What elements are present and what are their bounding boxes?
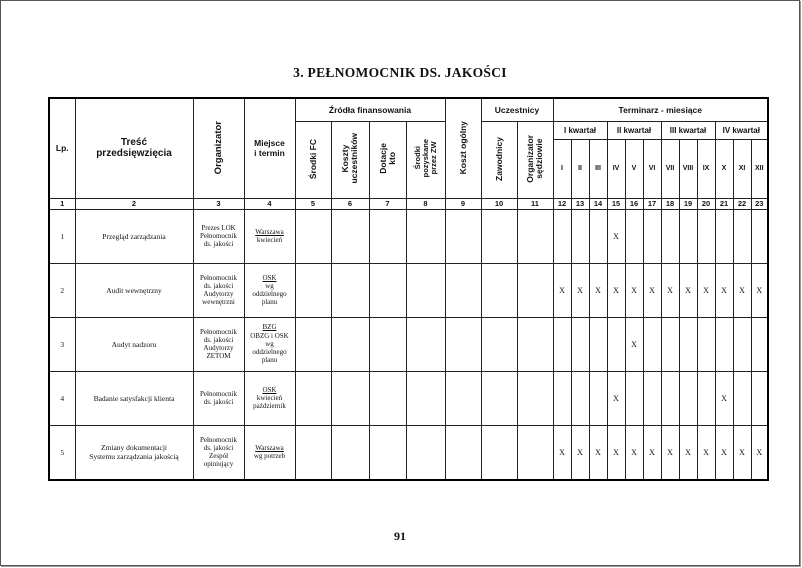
month-mark xyxy=(643,209,661,263)
row-task: Zmiany dokumentacji Systemu zarządzania jakością xyxy=(75,425,193,480)
row-lp: 1 xyxy=(49,209,75,263)
month-mark: X xyxy=(607,209,625,263)
header-terminarz: Terminarz - miesiące xyxy=(553,98,768,121)
header-organizator-sedziowie: Organizator sędziowie xyxy=(517,121,553,198)
month-mark xyxy=(553,317,571,371)
month-mark xyxy=(751,209,768,263)
month-mark: X xyxy=(571,263,589,317)
place-line: oddzielnego xyxy=(252,348,287,357)
header-kwartal-4: IV kwartał xyxy=(715,121,768,140)
month-mark: X xyxy=(607,425,625,480)
month-mark xyxy=(571,209,589,263)
month-mark: X xyxy=(715,425,733,480)
column-number: 13 xyxy=(571,198,589,209)
empty-cell xyxy=(406,263,445,317)
empty-cell xyxy=(331,263,369,317)
empty-cell xyxy=(295,371,331,425)
empty-cell xyxy=(369,209,406,263)
header-month: II xyxy=(571,140,589,198)
empty-cell xyxy=(481,371,517,425)
month-mark: X xyxy=(733,263,751,317)
row-task: Audit wewnętrzny xyxy=(75,263,193,317)
header-kwartal-3: III kwartał xyxy=(661,121,715,140)
empty-cell xyxy=(481,317,517,371)
row-place xyxy=(244,371,295,425)
place-line: Warszawa xyxy=(255,443,284,452)
row-organizer: Pełnomocnik ds. jakości Audytorzy ZETOM xyxy=(193,317,244,371)
header-zrodla: Źródła finansowania xyxy=(295,98,445,121)
column-number-row xyxy=(49,198,768,209)
empty-cell xyxy=(295,317,331,371)
empty-cell xyxy=(445,209,481,263)
month-mark xyxy=(697,317,715,371)
month-mark xyxy=(589,371,607,425)
empty-cell xyxy=(517,317,553,371)
header-month: I xyxy=(553,140,571,198)
place-line: wg potrzeb xyxy=(253,452,286,460)
column-number: 7 xyxy=(369,198,406,209)
month-mark: X xyxy=(751,263,768,317)
month-mark xyxy=(733,317,751,371)
month-mark xyxy=(661,209,679,263)
month-mark xyxy=(697,371,715,425)
row-organizer: Prezes LOK Pełnomocnik ds. jakości xyxy=(193,209,244,263)
place-line: OBZG i OSK xyxy=(250,331,289,340)
column-number: 10 xyxy=(481,198,517,209)
header-month: VIII xyxy=(679,140,697,198)
header-srodki-zw: Środki pozyskane przez ZW xyxy=(406,121,445,198)
place-line: oddzielnego xyxy=(252,290,287,298)
month-mark: X xyxy=(625,317,643,371)
month-mark xyxy=(571,317,589,371)
month-mark xyxy=(733,209,751,263)
month-mark xyxy=(733,371,751,425)
column-number: 20 xyxy=(697,198,715,209)
month-mark xyxy=(661,317,679,371)
column-number: 3 xyxy=(193,198,244,209)
empty-cell xyxy=(406,317,445,371)
header-srodki-fc: Środki FC xyxy=(295,121,331,198)
header-miejsce: Miejsce i termin xyxy=(244,98,295,198)
empty-cell xyxy=(445,263,481,317)
empty-cell xyxy=(406,425,445,480)
row-organizer: Pełnomocnik ds. jakości Audytorzy wewnętrzni xyxy=(193,263,244,317)
column-number: 9 xyxy=(445,198,481,209)
empty-cell xyxy=(445,317,481,371)
row-place xyxy=(244,425,295,480)
month-mark: X xyxy=(697,425,715,480)
row-lp: 2 xyxy=(49,263,75,317)
header-koszt-ogolny: Koszt ogólny xyxy=(445,98,481,198)
plan-table xyxy=(48,97,769,481)
month-mark xyxy=(679,371,697,425)
month-mark xyxy=(679,317,697,371)
header-lp: Lp. xyxy=(49,98,75,198)
column-number: 23 xyxy=(751,198,768,209)
table-row xyxy=(49,209,768,263)
month-mark xyxy=(715,317,733,371)
month-mark: X xyxy=(607,263,625,317)
row-task: Przegląd zarządzania xyxy=(75,209,193,263)
table-row xyxy=(49,317,768,371)
month-mark xyxy=(751,371,768,425)
month-mark xyxy=(625,371,643,425)
column-number: 11 xyxy=(517,198,553,209)
row-organizer: Pełnomocnik ds. jakości Zespół opiniujący xyxy=(193,425,244,480)
header-month: XI xyxy=(733,140,751,198)
empty-cell xyxy=(295,425,331,480)
header-zawodnicy: Zawodnicy xyxy=(481,121,517,198)
header-month: V xyxy=(625,140,643,198)
place-line: OSK xyxy=(262,385,277,394)
column-number: 5 xyxy=(295,198,331,209)
column-number: 14 xyxy=(589,198,607,209)
empty-cell xyxy=(406,209,445,263)
month-mark xyxy=(553,209,571,263)
row-lp: 4 xyxy=(49,371,75,425)
column-number: 22 xyxy=(733,198,751,209)
empty-cell xyxy=(369,263,406,317)
month-mark: X xyxy=(625,425,643,480)
column-number: 16 xyxy=(625,198,643,209)
month-mark: X xyxy=(715,263,733,317)
page-number: 91 xyxy=(394,529,406,543)
month-mark xyxy=(751,317,768,371)
month-mark: X xyxy=(571,425,589,480)
empty-cell xyxy=(369,317,406,371)
section-title: 3. PEŁNOMOCNIK DS. JAKOŚCI xyxy=(293,65,507,80)
column-number: 17 xyxy=(643,198,661,209)
table-row xyxy=(49,425,768,480)
empty-cell xyxy=(295,209,331,263)
month-mark: X xyxy=(589,263,607,317)
month-mark: X xyxy=(661,425,679,480)
month-mark xyxy=(679,209,697,263)
month-mark: X xyxy=(661,263,679,317)
empty-cell xyxy=(445,371,481,425)
month-mark xyxy=(643,371,661,425)
header-koszty-uczestnikow: Koszty uczestników xyxy=(331,121,369,198)
month-mark xyxy=(553,371,571,425)
column-number: 15 xyxy=(607,198,625,209)
row-task: Audyt nadzoru xyxy=(75,317,193,371)
empty-cell xyxy=(331,209,369,263)
empty-cell xyxy=(481,209,517,263)
place-line: kwiecień xyxy=(256,393,283,402)
month-mark xyxy=(661,371,679,425)
column-number: 8 xyxy=(406,198,445,209)
empty-cell xyxy=(481,263,517,317)
place-line: planu xyxy=(261,298,278,307)
header-dotacje: Dotacje kto xyxy=(369,121,406,198)
month-mark xyxy=(715,209,733,263)
header-month: VI xyxy=(643,140,661,198)
row-lp: 5 xyxy=(49,425,75,480)
header-month: XII xyxy=(751,140,768,198)
empty-cell xyxy=(445,425,481,480)
empty-cell xyxy=(517,263,553,317)
header-kwartal-2: II kwartał xyxy=(607,121,661,140)
row-task: Badanie satysfakcji klienta xyxy=(75,371,193,425)
month-mark xyxy=(607,317,625,371)
month-mark: X xyxy=(625,263,643,317)
empty-cell xyxy=(517,425,553,480)
header-month: VII xyxy=(661,140,679,198)
column-number: 6 xyxy=(331,198,369,209)
empty-cell xyxy=(406,371,445,425)
place-line: wg xyxy=(265,281,274,290)
empty-cell xyxy=(331,371,369,425)
empty-cell xyxy=(369,425,406,480)
row-place xyxy=(244,209,295,263)
month-mark xyxy=(643,317,661,371)
place-line: BZG xyxy=(262,323,277,332)
column-number: 21 xyxy=(715,198,733,209)
column-number: 2 xyxy=(75,198,193,209)
month-mark xyxy=(697,209,715,263)
header-month: IX xyxy=(697,140,715,198)
column-number: 19 xyxy=(679,198,697,209)
place-line: OSK xyxy=(262,273,277,282)
header-organizator: Organizator xyxy=(193,98,244,198)
month-mark: X xyxy=(607,371,625,425)
empty-cell xyxy=(517,371,553,425)
month-mark: X xyxy=(553,425,571,480)
header-uczestnicy: Uczestnicy xyxy=(481,98,553,121)
empty-cell xyxy=(331,425,369,480)
empty-cell xyxy=(295,263,331,317)
month-mark: X xyxy=(553,263,571,317)
row-place xyxy=(244,317,295,371)
month-mark: X xyxy=(715,371,733,425)
month-mark: X xyxy=(643,263,661,317)
month-mark: X xyxy=(679,263,697,317)
column-number: 12 xyxy=(553,198,571,209)
place-line: wg xyxy=(265,339,274,348)
header-month: X xyxy=(715,140,733,198)
place-line: Warszawa xyxy=(255,227,284,236)
month-mark: X xyxy=(679,425,697,480)
header-tresc: Treść przedsięwzięcia xyxy=(75,98,193,198)
header-month: III xyxy=(589,140,607,198)
place-line: kwiecień xyxy=(256,236,283,244)
empty-cell xyxy=(481,425,517,480)
place-line: październik xyxy=(253,402,286,411)
month-mark: X xyxy=(733,425,751,480)
month-mark xyxy=(625,209,643,263)
month-mark: X xyxy=(643,425,661,480)
column-number: 18 xyxy=(661,198,679,209)
empty-cell xyxy=(369,371,406,425)
month-mark: X xyxy=(751,425,768,480)
place-line: planu xyxy=(261,356,278,365)
header-kwartal-1: I kwartał xyxy=(553,121,607,140)
column-number: 4 xyxy=(244,198,295,209)
month-mark: X xyxy=(589,425,607,480)
table-row xyxy=(49,263,768,317)
row-organizer: Pełnomocnik ds. jakości xyxy=(193,371,244,425)
empty-cell xyxy=(517,209,553,263)
header-month: IV xyxy=(607,140,625,198)
table-row xyxy=(49,371,768,425)
row-lp: 3 xyxy=(49,317,75,371)
month-mark: X xyxy=(697,263,715,317)
column-number: 1 xyxy=(49,198,75,209)
month-mark xyxy=(571,371,589,425)
month-mark xyxy=(589,317,607,371)
row-place xyxy=(244,263,295,317)
month-mark xyxy=(589,209,607,263)
empty-cell xyxy=(331,317,369,371)
